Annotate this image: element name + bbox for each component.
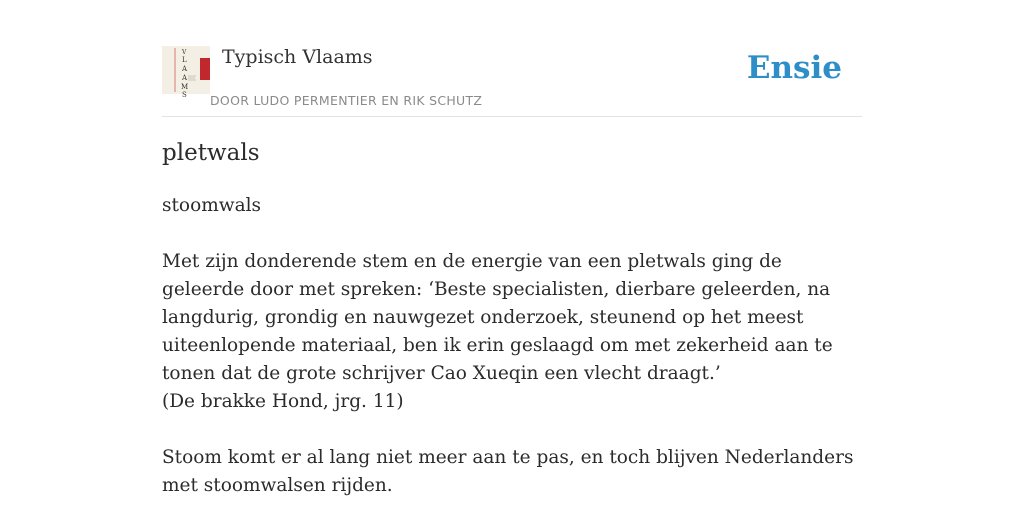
- source-logo[interactable]: [162, 46, 210, 99]
- quote-citation: (De brakke Hond, jrg. 11): [162, 391, 404, 412]
- logo-letter: S: [182, 91, 187, 99]
- header: [162, 0, 862, 117]
- definition-body: [162, 192, 862, 500]
- example-quote: Met zijn donderende stem en de energie van een pletwals ging de geleerde door met spreken: ‘Beste specialisten, dierbare geleerden, na langdurig, grondig en nauwgezet onderzoek, steunend op het meest uiteenlopende materiaal, ben ik erin geslaagd om met zekerheid aan te tonen dat de grote schrijver Cao Xueqin een vlecht draagt.’: [162, 251, 833, 384]
- ensie-logo[interactable]: Ensie: [746, 50, 842, 86]
- logo-letter: V: [182, 49, 187, 56]
- author-byline: DOOR LUDO PERMENTIER EN RIK SCHUTZ: [210, 93, 483, 108]
- paragraph-gap: [162, 220, 862, 248]
- logo-letter: L: [182, 56, 187, 64]
- source-title[interactable]: Typisch Vlaams: [222, 46, 373, 68]
- logo-letter: M: [181, 83, 189, 91]
- book-cover-icon: [162, 46, 210, 99]
- synonym-text: stoomwals: [162, 195, 262, 216]
- page: [162, 0, 862, 496]
- logo-letter: A: [182, 74, 188, 82]
- paragraph-gap: [162, 416, 862, 444]
- explanatory-note: Stoom komt er al lang niet meer aan te pas, en toch blijven Nederlanders met stoomwalsen rijden.: [162, 447, 854, 496]
- term-heading: pletwals: [162, 140, 260, 166]
- logo-letter: A: [182, 65, 188, 73]
